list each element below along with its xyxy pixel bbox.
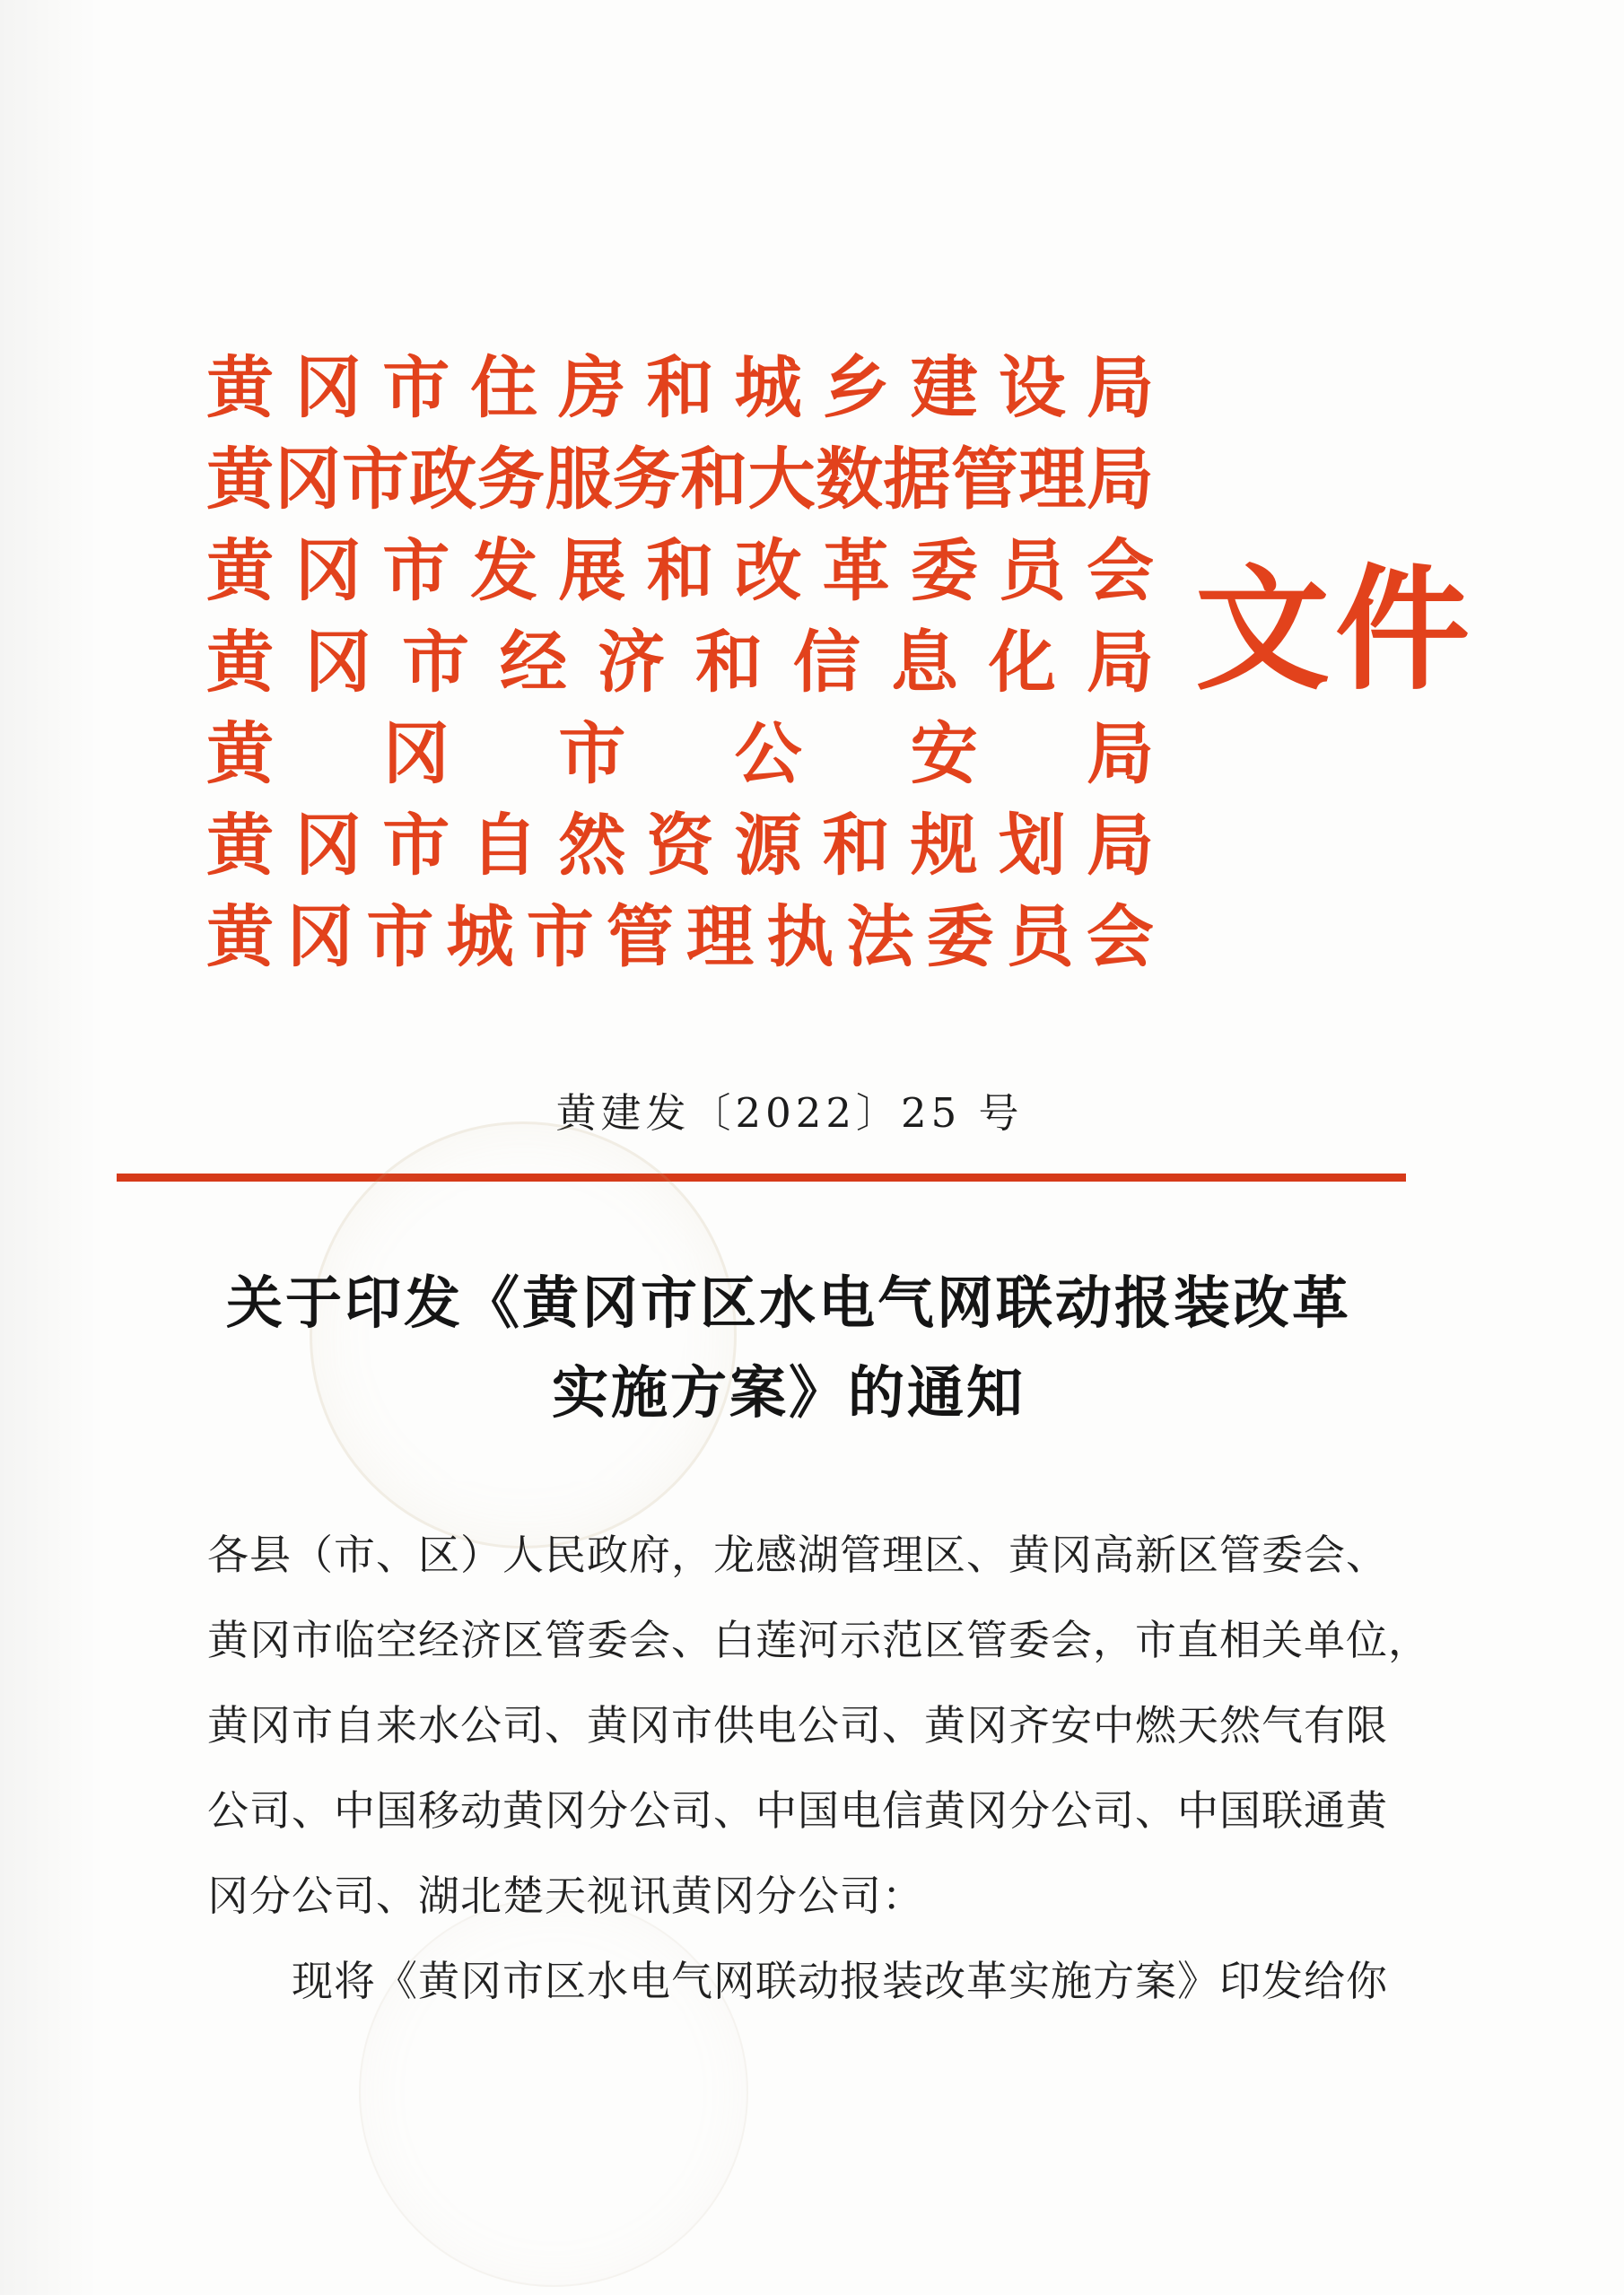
title-line-1: 关于印发《黄冈市区水电气网联动报装改革 xyxy=(226,1270,1351,1336)
agency-line-4: 黄 冈 市 经 济 和 信 息 化 局 xyxy=(206,622,1154,702)
body-line-6: 现将《黄冈市区水电气网联动报装改革实施方案》印发给你 xyxy=(292,1957,1388,2005)
document-title xyxy=(0,1258,1577,1437)
agency-line-6: 黄 冈 市 自 然 资 源 和 规 划 局 xyxy=(206,805,1154,885)
title-line-2: 实施方案》的通知 xyxy=(552,1359,1026,1426)
body-line-5: 冈分公司、湖北楚天视讯黄冈分公司： xyxy=(207,1872,924,1920)
red-header-agency-list xyxy=(206,336,1154,977)
document-body xyxy=(207,1513,1430,2024)
agency-line-1: 黄 冈 市 住 房 和 城 乡 建 设 局 xyxy=(206,347,1154,427)
body-line-2: 黄冈市临空经济区管委会、白莲河示范区管委会，市直相关单位， xyxy=(207,1616,1430,1664)
red-divider-line xyxy=(117,1174,1406,1182)
doc-type-label: 文件 xyxy=(1195,551,1476,709)
body-line-4: 公司、中国移动黄冈分公司、中国电信黄冈分公司、中国联通黄 xyxy=(207,1786,1388,1835)
body-line-1: 各县（市、区）人民政府，龙感湖管理区、黄冈高新区管委会、 xyxy=(207,1531,1388,1579)
agency-line-3: 黄 冈 市 发 展 和 改 革 委 员 会 xyxy=(206,530,1154,610)
body-line-3: 黄冈市自来水公司、黄冈市供电公司、黄冈齐安中燃天然气有限 xyxy=(207,1701,1388,1750)
agency-line-2: 黄 冈 市 政 务 服 务 和 大 数 据 管 理 局 xyxy=(206,439,1154,519)
doc-number: 黄建发〔2022〕25 号 xyxy=(555,1089,1024,1137)
agency-line-5: 黄 冈 市 公 安 局 xyxy=(206,713,1154,793)
agency-line-7: 黄 冈 市 城 市 管 理 执 法 委 员 会 xyxy=(206,896,1154,976)
